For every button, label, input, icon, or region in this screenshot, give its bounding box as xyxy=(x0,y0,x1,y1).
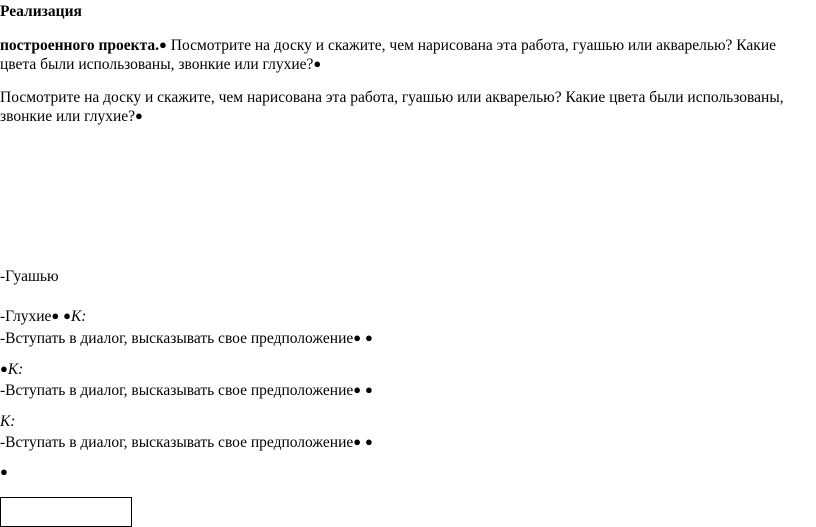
dialog-line-2 xyxy=(0,381,373,401)
k-label: К: xyxy=(70,308,87,325)
bullet-icon: ● xyxy=(0,464,8,479)
dialog-text: -Вступать в диалог, высказывать свое предположение xyxy=(0,330,354,347)
bullet-icon: ● xyxy=(353,434,362,449)
heading: Реализация xyxy=(0,3,82,20)
bullet-icon: ● xyxy=(353,330,362,345)
bullet-icon: ● xyxy=(51,308,60,323)
bullet-icon: ● xyxy=(364,382,373,397)
bullet-icon: ● xyxy=(353,382,362,397)
table-cell-box xyxy=(0,497,132,527)
bullet-icon: ● xyxy=(0,361,8,376)
k-label-line-2 xyxy=(0,360,23,380)
answer-muted xyxy=(0,307,86,327)
bullet-icon: ● xyxy=(364,330,373,345)
paragraph-2-text-2: звонкие или глухие? xyxy=(0,108,136,125)
bold-lead: построенного проекта. xyxy=(0,37,160,54)
answer-gouache: -Гуашью xyxy=(0,268,59,285)
paragraph-2-line-1: Посмотрите на доску и скажите, чем нарисована эта работа, гуашью или акварелью? Какие цвета были использованы, xyxy=(0,89,784,106)
paragraph-1-text: Посмотрите на доску и скажите, чем нарисована эта работа, гуашью или акварелью? Какие xyxy=(166,37,777,54)
dialog-line-3 xyxy=(0,433,373,453)
paragraph-1-line-2 xyxy=(0,55,321,75)
dialog-text: -Вступать в диалог, высказывать свое предположение xyxy=(0,382,354,399)
dialog-line-1 xyxy=(0,329,373,349)
answer-muted-text: -Глухие xyxy=(0,308,52,325)
paragraph-1-text-2: цвета были использованы, звонкие или глухие? xyxy=(0,56,314,73)
paragraph-1-line-1 xyxy=(0,36,776,56)
bullet-icon: ● xyxy=(159,37,167,52)
bullet-icon: ● xyxy=(313,56,322,71)
final-bullet xyxy=(0,463,8,483)
bullet-icon: ● xyxy=(364,434,373,449)
dialog-text: -Вступать в диалог, высказывать свое предположение xyxy=(0,434,354,451)
bullet-icon: ● xyxy=(63,308,71,323)
k-label: К: xyxy=(7,361,24,378)
bullet-icon: ● xyxy=(135,108,143,123)
k-label-line-3: К: xyxy=(0,413,16,430)
paragraph-2-line-2 xyxy=(0,107,143,127)
